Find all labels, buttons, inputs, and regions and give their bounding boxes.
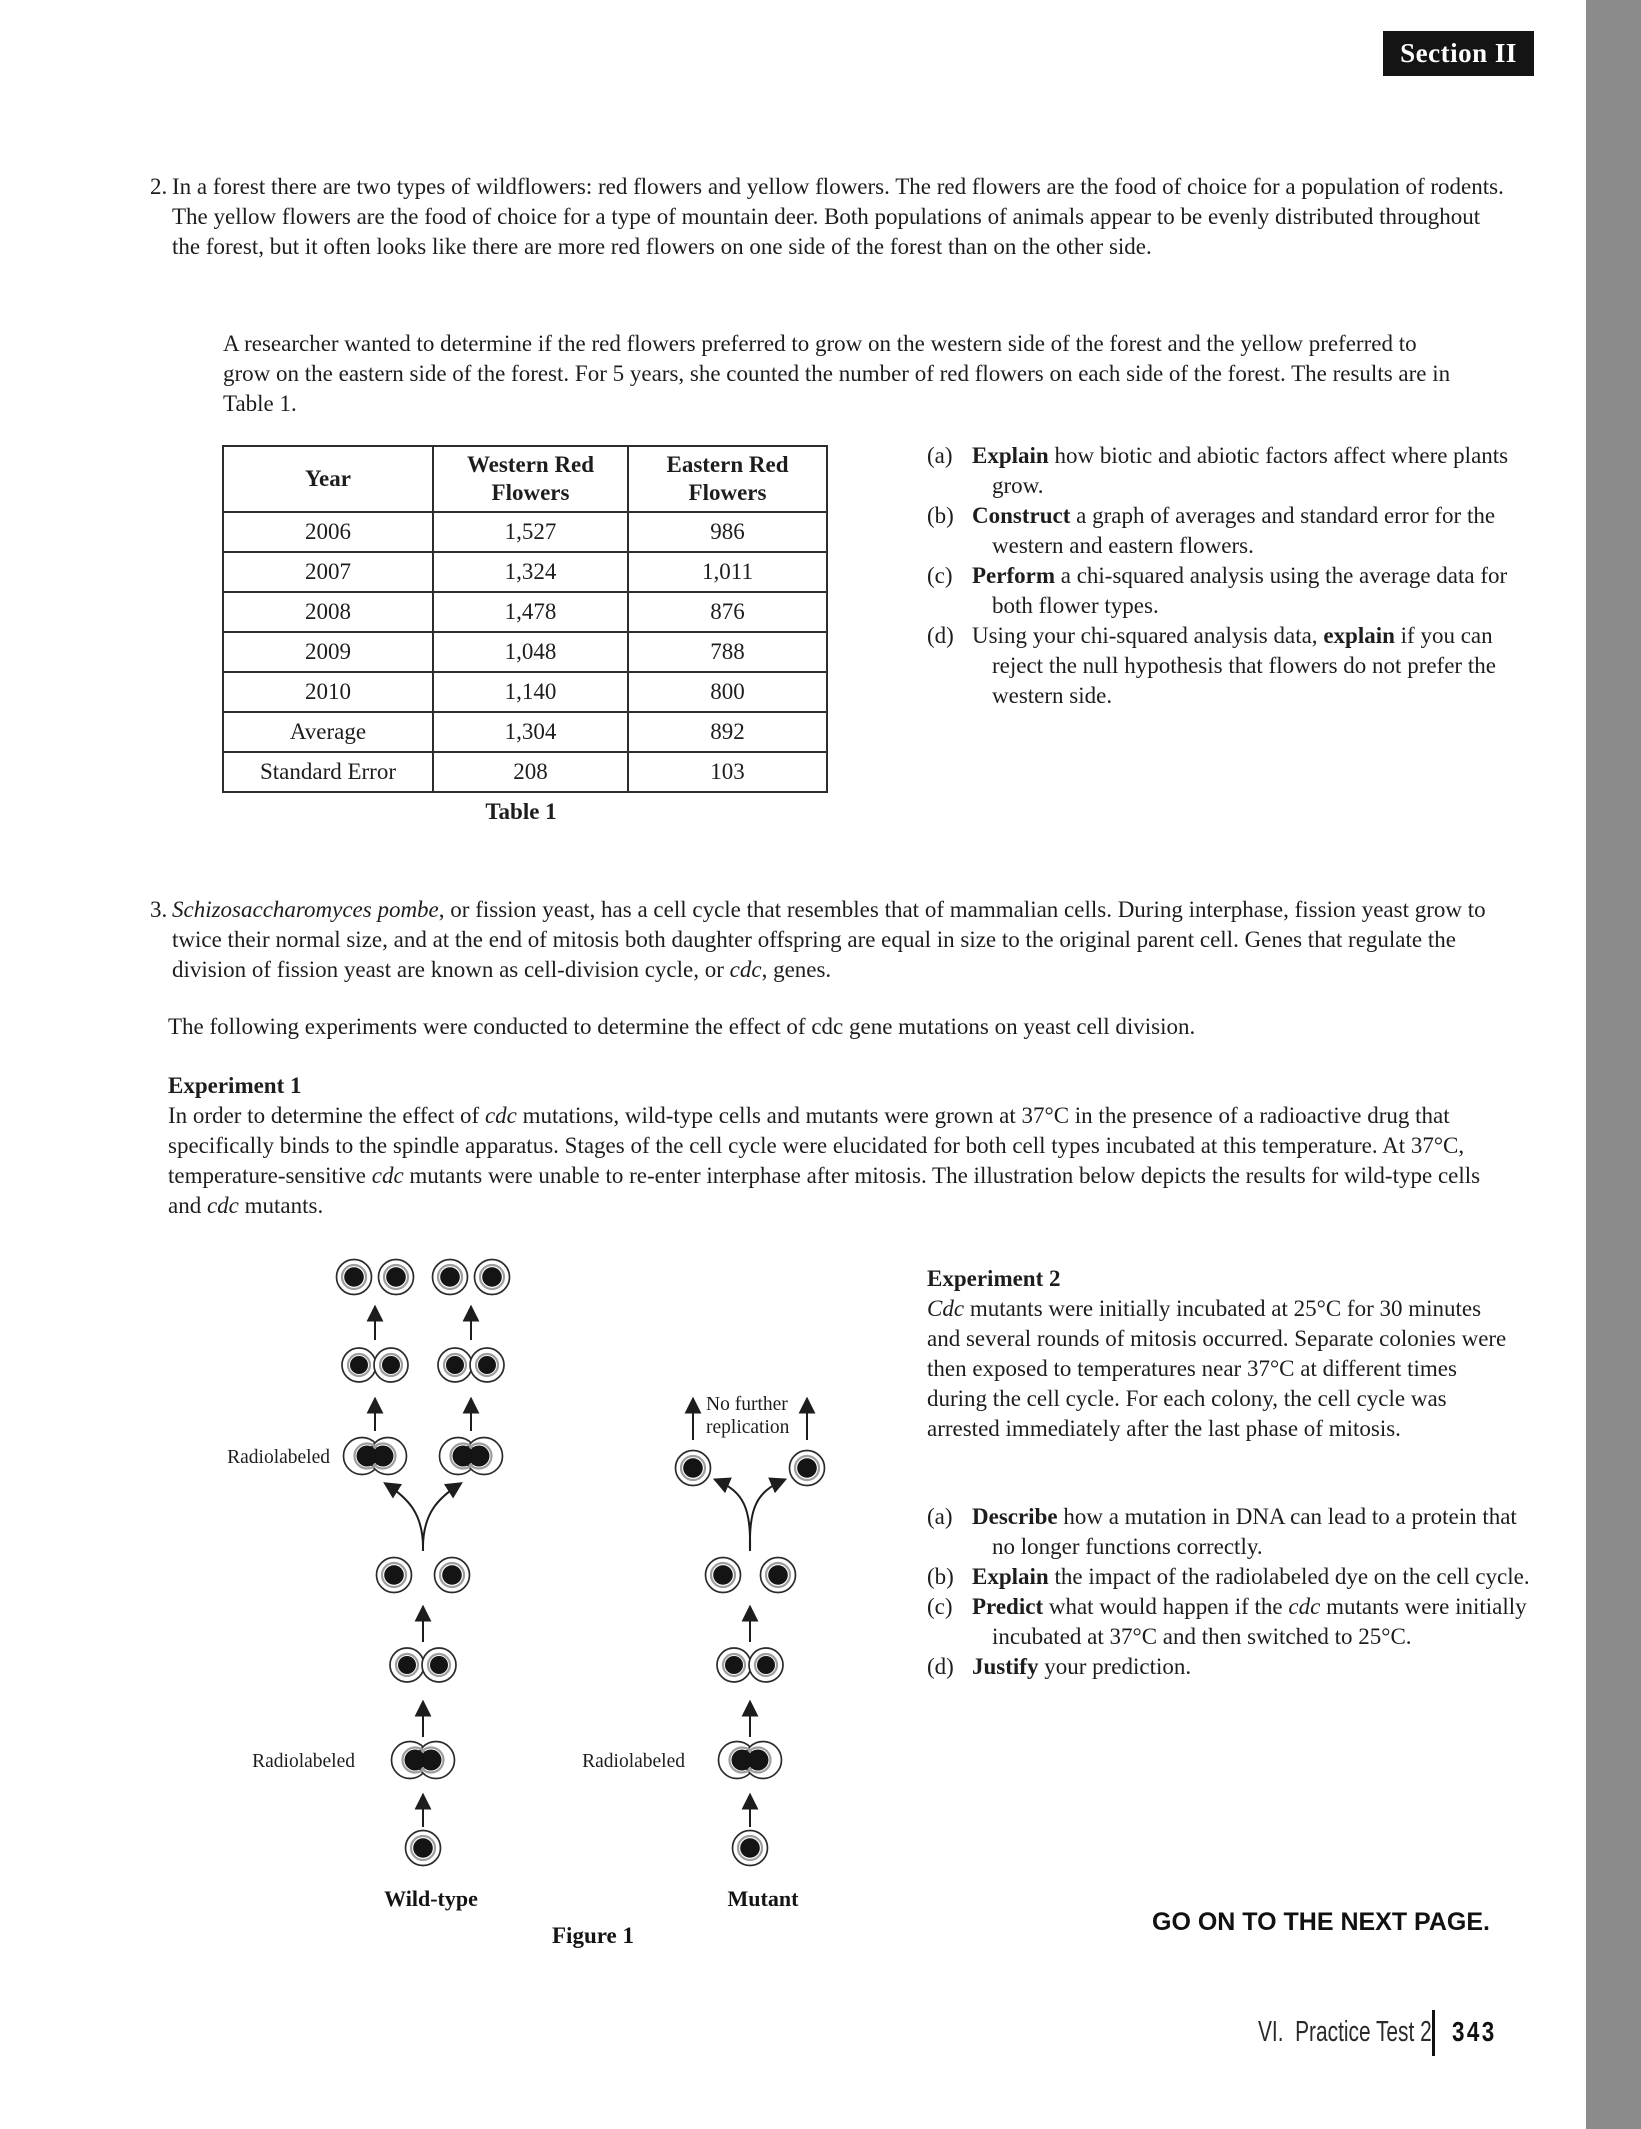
part-label: (b) xyxy=(927,503,954,528)
go-on-instruction: GO ON TO THE NEXT PAGE. xyxy=(1152,1908,1491,1936)
cell-west: 1,527 xyxy=(433,512,628,552)
cell xyxy=(433,1260,468,1295)
cell-year: 2008 xyxy=(223,592,433,632)
no-further-replication-label: replication xyxy=(706,1417,790,1438)
table-header-western: Western Red Flowers xyxy=(433,446,628,512)
cell-west: 1,478 xyxy=(433,592,628,632)
footer-divider xyxy=(1432,2010,1435,2056)
part-text: Describe how a mutation in DNA can lead to a protein that no longer functions correctly. xyxy=(972,1504,1517,1559)
table-row xyxy=(223,712,827,752)
cell-east: 986 xyxy=(628,512,827,552)
cell-east: 788 xyxy=(628,632,827,672)
question-part-b xyxy=(927,1562,1530,1592)
question-3-number: 3. xyxy=(150,897,168,922)
question-part-c xyxy=(927,1592,1530,1652)
footer-page-number: 343 xyxy=(1452,2016,1497,2047)
part-label: (c) xyxy=(927,563,953,588)
cell-year: Standard Error xyxy=(223,752,433,792)
question-part-a xyxy=(927,1502,1530,1562)
cell xyxy=(406,1831,441,1866)
cell-east: 876 xyxy=(628,592,827,632)
cell-east: 800 xyxy=(628,672,827,712)
question-part-a xyxy=(927,441,1530,501)
dividing-cell xyxy=(440,1438,503,1475)
question-3-intro: Schizosaccharomyces pombe, or fission yeast, has a cell cycle that resembles that of mammalian cells. During interphase, fission yeast grow to twice their normal size, and at the end of mitosis both daughter offspring are equal in size to the original parent cell. Genes that regulate the division of fission yeast are known as cell-division cycle, or cdc, genes. xyxy=(172,897,1486,982)
cell-west: 1,324 xyxy=(433,552,628,592)
table-header-row xyxy=(223,446,827,512)
table-header-eastern: Eastern Red Flowers xyxy=(628,446,827,512)
table-header-year: Year xyxy=(223,446,433,512)
table-row xyxy=(223,752,827,792)
cell xyxy=(379,1260,414,1295)
radiolabeled-label: Radiolabeled xyxy=(227,1447,330,1468)
table-1 xyxy=(222,445,828,793)
part-label: (c) xyxy=(927,1594,953,1619)
cell-east: 103 xyxy=(628,752,827,792)
radiolabeled-label: Radiolabeled xyxy=(582,1751,685,1772)
no-further-replication-label: No further xyxy=(706,1394,788,1415)
part-text: Explain the impact of the radiolabeled dye on the cell cycle. xyxy=(972,1564,1530,1589)
table-row xyxy=(223,672,827,712)
cell-east: 892 xyxy=(628,712,827,752)
question-2-parts xyxy=(927,441,1530,711)
cell xyxy=(475,1260,510,1295)
table-row xyxy=(223,592,827,632)
wild-type-lineage xyxy=(227,1260,509,1912)
part-text: Predict what would happen if the cdc mutants were initially incubated at 37°C and then switched to 25°C. xyxy=(972,1594,1527,1649)
daughter-cells xyxy=(390,1648,456,1682)
cell xyxy=(337,1260,372,1295)
experiment-1-body: In order to determine the effect of cdc mutations, wild-type cells and mutants were grown at 37°C in the presence of a radioactive drug that specifically binds to the spindle apparatus. Stages of the cell cycle were elucidated for both cell types incubated at this temperature. At 37°C, temperature-sensitive cdc mutants were unable to re-enter interphase after mitosis. The illustration below depicts the results for wild-type cells and cdc mutants. xyxy=(168,1103,1481,1218)
question-3-paragraph: The following experiments were conducted to determine the effect of cdc gene mutations on yeast cell division. xyxy=(168,1014,1196,1039)
question-2 xyxy=(146,172,1530,262)
daughter-cells xyxy=(717,1648,783,1682)
part-label: (d) xyxy=(927,1654,954,1679)
cell xyxy=(377,1558,412,1593)
experiment-2-title: Experiment 2 xyxy=(927,1266,1061,1291)
footer-book-section: VI. Practice Test 2 xyxy=(1258,2016,1432,2048)
page-edge-bar xyxy=(1586,0,1641,2129)
part-text: Using your chi-squared analysis data, explain if you can reject the null hypothesis that flowers do not prefer the western side. xyxy=(972,623,1496,708)
wild-type-label: Wild-type xyxy=(384,1886,478,1911)
question-2-paragraph: A researcher wanted to determine if the red flowers preferred to grow on the western side of the forest and the yellow preferred to grow on the eastern side of the forest. For 5 years, she counted the number of red flowers on each side of the forest. The results are in Table 1. xyxy=(223,331,1451,416)
question-part-d xyxy=(927,621,1530,711)
cell-west: 1,140 xyxy=(433,672,628,712)
experiment-1-title: Experiment 1 xyxy=(168,1073,302,1098)
dividing-cell xyxy=(392,1742,455,1779)
table-row xyxy=(223,632,827,672)
question-2-intro: In a forest there are two types of wildflowers: red flowers and yellow flowers. The red flowers are the food of choice for a population of rodents. The yellow flowers are the food of choice for a type of mountain deer. Both populations of animals appear to be evenly distributed throughout the forest, but it often looks like there are more red flowers on one side of the forest than on the other side. xyxy=(172,174,1504,259)
experiment-2-body: Cdc mutants were initially incubated at 25°C for 30 minutes and several rounds of mitosis occurred. Separate colonies were then exposed to temperatures near 37°C at different times during the cell cycle. For each colony, the cell cycle was arrested immediately after the last phase of mitosis. xyxy=(927,1296,1507,1441)
daughter-cells xyxy=(438,1348,504,1382)
cell-year: 2010 xyxy=(223,672,433,712)
part-text: Construct a graph of averages and standard error for the western and eastern flowers. xyxy=(972,503,1496,558)
part-text: Justify your prediction. xyxy=(972,1654,1192,1679)
question-part-d xyxy=(927,1652,1530,1682)
mutant-lineage xyxy=(582,1394,824,1911)
cell-year: 2006 xyxy=(223,512,433,552)
mutant-label: Mutant xyxy=(727,1886,799,1911)
part-label: (a) xyxy=(927,1504,953,1529)
cell xyxy=(676,1451,711,1486)
dividing-cell xyxy=(719,1742,782,1779)
cell-year: Average xyxy=(223,712,433,752)
question-part-b xyxy=(927,501,1530,561)
figure-caption: Figure 1 xyxy=(552,1923,634,1948)
cell-year: 2007 xyxy=(223,552,433,592)
cell xyxy=(435,1558,470,1593)
radiolabeled-label: Radiolabeled xyxy=(252,1751,355,1772)
cell-west: 1,048 xyxy=(433,632,628,672)
part-label: (a) xyxy=(927,443,953,468)
table-row xyxy=(223,552,827,592)
question-part-c xyxy=(927,561,1530,621)
part-text: Explain how biotic and abiotic factors affect where plants grow. xyxy=(972,443,1509,498)
dividing-cell xyxy=(344,1438,407,1475)
cell-east: 1,011 xyxy=(628,552,827,592)
cell xyxy=(761,1558,796,1593)
table-row xyxy=(223,512,827,552)
cell-west: 208 xyxy=(433,752,628,792)
section-badge: Section II xyxy=(1383,31,1534,76)
daughter-cells xyxy=(342,1348,408,1382)
part-label: (b) xyxy=(927,1564,954,1589)
cell xyxy=(733,1831,768,1866)
part-text: Perform a chi-squared analysis using the average data for both flower types. xyxy=(972,563,1508,618)
cell-west: 1,304 xyxy=(433,712,628,752)
part-label: (d) xyxy=(927,623,954,648)
cell-year: 2009 xyxy=(223,632,433,672)
cell xyxy=(790,1451,825,1486)
question-3-parts xyxy=(927,1502,1530,1682)
table-caption: Table 1 xyxy=(485,799,557,824)
cell xyxy=(706,1558,741,1593)
question-3 xyxy=(146,895,1530,985)
question-2-number: 2. xyxy=(150,174,168,199)
